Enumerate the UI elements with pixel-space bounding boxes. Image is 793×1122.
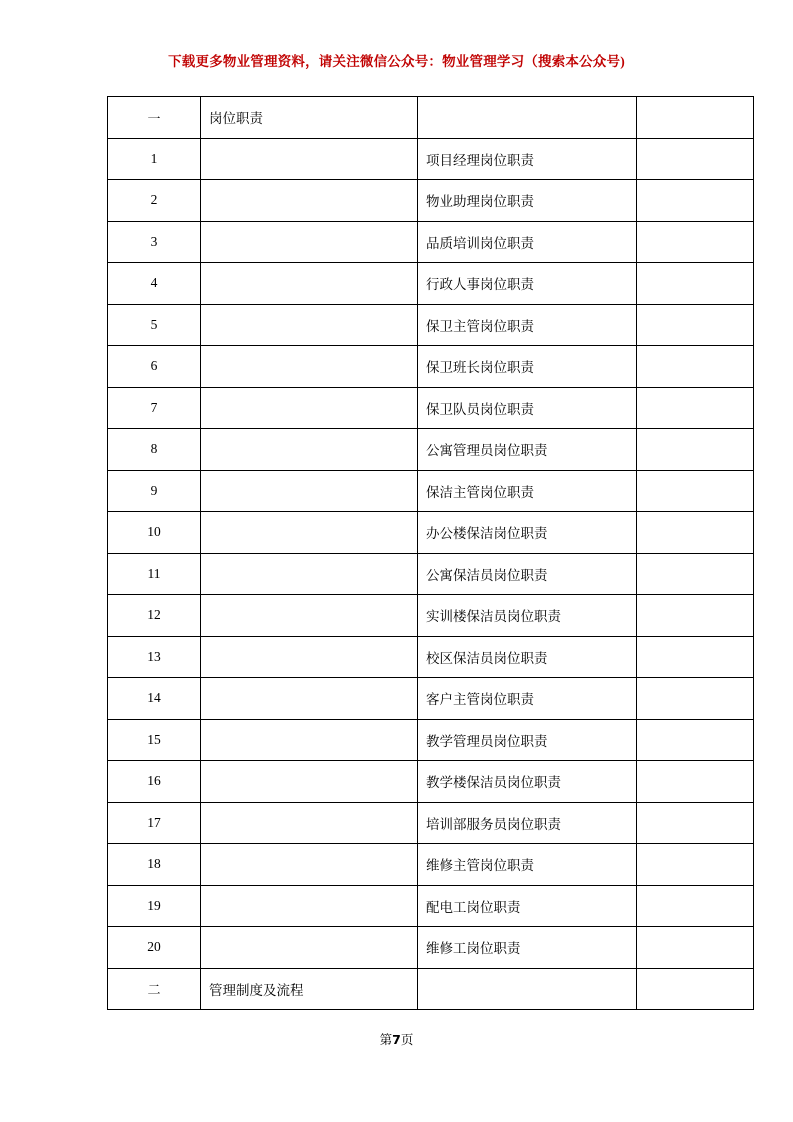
row-note-cell (637, 761, 754, 803)
row-index-cell: 7 (108, 387, 201, 429)
row-category-cell (201, 678, 418, 720)
row-title-cell: 培训部服务员岗位职责 (418, 802, 637, 844)
row-note-cell (637, 968, 754, 1010)
table-row (108, 761, 754, 803)
table-row (108, 97, 754, 139)
content-table (107, 96, 754, 1010)
row-index-cell: 二 (108, 968, 201, 1010)
table-row (108, 429, 754, 471)
row-index-cell: 16 (108, 761, 201, 803)
row-index-cell: 6 (108, 346, 201, 388)
row-title-cell: 行政人事岗位职责 (418, 263, 637, 305)
table-row (108, 387, 754, 429)
row-index-cell: 10 (108, 512, 201, 554)
row-note-cell (637, 263, 754, 305)
row-note-cell (637, 719, 754, 761)
row-category-cell (201, 180, 418, 222)
row-category-cell (201, 470, 418, 512)
row-note-cell (637, 678, 754, 720)
row-category-cell (201, 844, 418, 886)
row-note-cell (637, 885, 754, 927)
footer-page-suffix: 页 (400, 1032, 414, 1047)
row-note-cell (637, 387, 754, 429)
row-index-cell: 5 (108, 304, 201, 346)
row-category-cell (201, 429, 418, 471)
row-index-cell: 12 (108, 595, 201, 637)
row-title-cell (418, 97, 637, 139)
row-note-cell (637, 595, 754, 637)
row-index-cell: 19 (108, 885, 201, 927)
row-category-cell (201, 719, 418, 761)
row-title-cell: 教学管理员岗位职责 (418, 719, 637, 761)
content-table-wrapper (107, 96, 687, 1010)
row-title-cell: 实训楼保洁员岗位职责 (418, 595, 637, 637)
table-row (108, 470, 754, 512)
footer-page-prefix: 第 (379, 1032, 393, 1047)
row-note-cell (637, 512, 754, 554)
table-row (108, 636, 754, 678)
row-note-cell (637, 844, 754, 886)
row-category-cell (201, 761, 418, 803)
row-note-cell (637, 138, 754, 180)
row-title-cell (418, 968, 637, 1010)
row-index-cell: 3 (108, 221, 201, 263)
row-note-cell (637, 97, 754, 139)
row-category-cell (201, 927, 418, 969)
row-category-cell (201, 636, 418, 678)
table-row (108, 512, 754, 554)
row-title-cell: 保洁主管岗位职责 (418, 470, 637, 512)
row-category-cell (201, 346, 418, 388)
table-row (108, 346, 754, 388)
row-title-cell: 保卫主管岗位职责 (418, 304, 637, 346)
row-title-cell: 维修主管岗位职责 (418, 844, 637, 886)
row-category-cell: 岗位职责 (201, 97, 418, 139)
row-index-cell: 15 (108, 719, 201, 761)
table-row (108, 263, 754, 305)
row-index-cell: 18 (108, 844, 201, 886)
row-category-cell (201, 512, 418, 554)
row-title-cell: 客户主管岗位职责 (418, 678, 637, 720)
row-title-cell: 物业助理岗位职责 (418, 180, 637, 222)
row-note-cell (637, 802, 754, 844)
row-title-cell: 校区保洁员岗位职责 (418, 636, 637, 678)
row-category-cell (201, 595, 418, 637)
row-index-cell: 17 (108, 802, 201, 844)
row-note-cell (637, 304, 754, 346)
row-title-cell: 公寓保洁员岗位职责 (418, 553, 637, 595)
row-index-cell: 11 (108, 553, 201, 595)
row-category-cell (201, 885, 418, 927)
row-title-cell: 办公楼保洁岗位职责 (418, 512, 637, 554)
table-row (108, 138, 754, 180)
row-note-cell (637, 553, 754, 595)
footer-page-number: 7 (392, 1032, 401, 1047)
row-category-cell (201, 304, 418, 346)
row-category-cell (201, 263, 418, 305)
row-note-cell (637, 470, 754, 512)
row-index-cell: 9 (108, 470, 201, 512)
row-title-cell: 教学楼保洁员岗位职责 (418, 761, 637, 803)
table-row (108, 719, 754, 761)
row-index-cell: 13 (108, 636, 201, 678)
row-index-cell: 8 (108, 429, 201, 471)
row-category-cell: 管理制度及流程 (201, 968, 418, 1010)
table-row (108, 553, 754, 595)
row-index-cell: 14 (108, 678, 201, 720)
row-category-cell (201, 387, 418, 429)
row-note-cell (637, 221, 754, 263)
table-row (108, 221, 754, 263)
row-category-cell (201, 221, 418, 263)
table-row (108, 304, 754, 346)
row-note-cell (637, 180, 754, 222)
row-index-cell: 20 (108, 927, 201, 969)
row-title-cell: 配电工岗位职责 (418, 885, 637, 927)
content-table-body (108, 97, 754, 1010)
row-category-cell (201, 138, 418, 180)
row-title-cell: 公寓管理员岗位职责 (418, 429, 637, 471)
row-title-cell: 保卫队员岗位职责 (418, 387, 637, 429)
page-footer (0, 1030, 793, 1048)
table-row (108, 595, 754, 637)
row-title-cell: 维修工岗位职责 (418, 927, 637, 969)
row-note-cell (637, 346, 754, 388)
row-index-cell: 1 (108, 138, 201, 180)
table-row (108, 844, 754, 886)
row-title-cell: 项目经理岗位职责 (418, 138, 637, 180)
row-note-cell (637, 429, 754, 471)
row-index-cell: 一 (108, 97, 201, 139)
row-index-cell: 4 (108, 263, 201, 305)
table-row (108, 885, 754, 927)
row-index-cell: 2 (108, 180, 201, 222)
row-category-cell (201, 553, 418, 595)
table-row (108, 180, 754, 222)
row-title-cell: 品质培训岗位职责 (418, 221, 637, 263)
table-row (108, 678, 754, 720)
row-title-cell: 保卫班长岗位职责 (418, 346, 637, 388)
header-notice: 下载更多物业管理资料，请关注微信公众号：物业管理学习（搜索本公众号) (168, 54, 625, 69)
row-note-cell (637, 927, 754, 969)
table-row (108, 968, 754, 1010)
row-note-cell (637, 636, 754, 678)
row-category-cell (201, 802, 418, 844)
table-row (108, 802, 754, 844)
table-row (108, 927, 754, 969)
